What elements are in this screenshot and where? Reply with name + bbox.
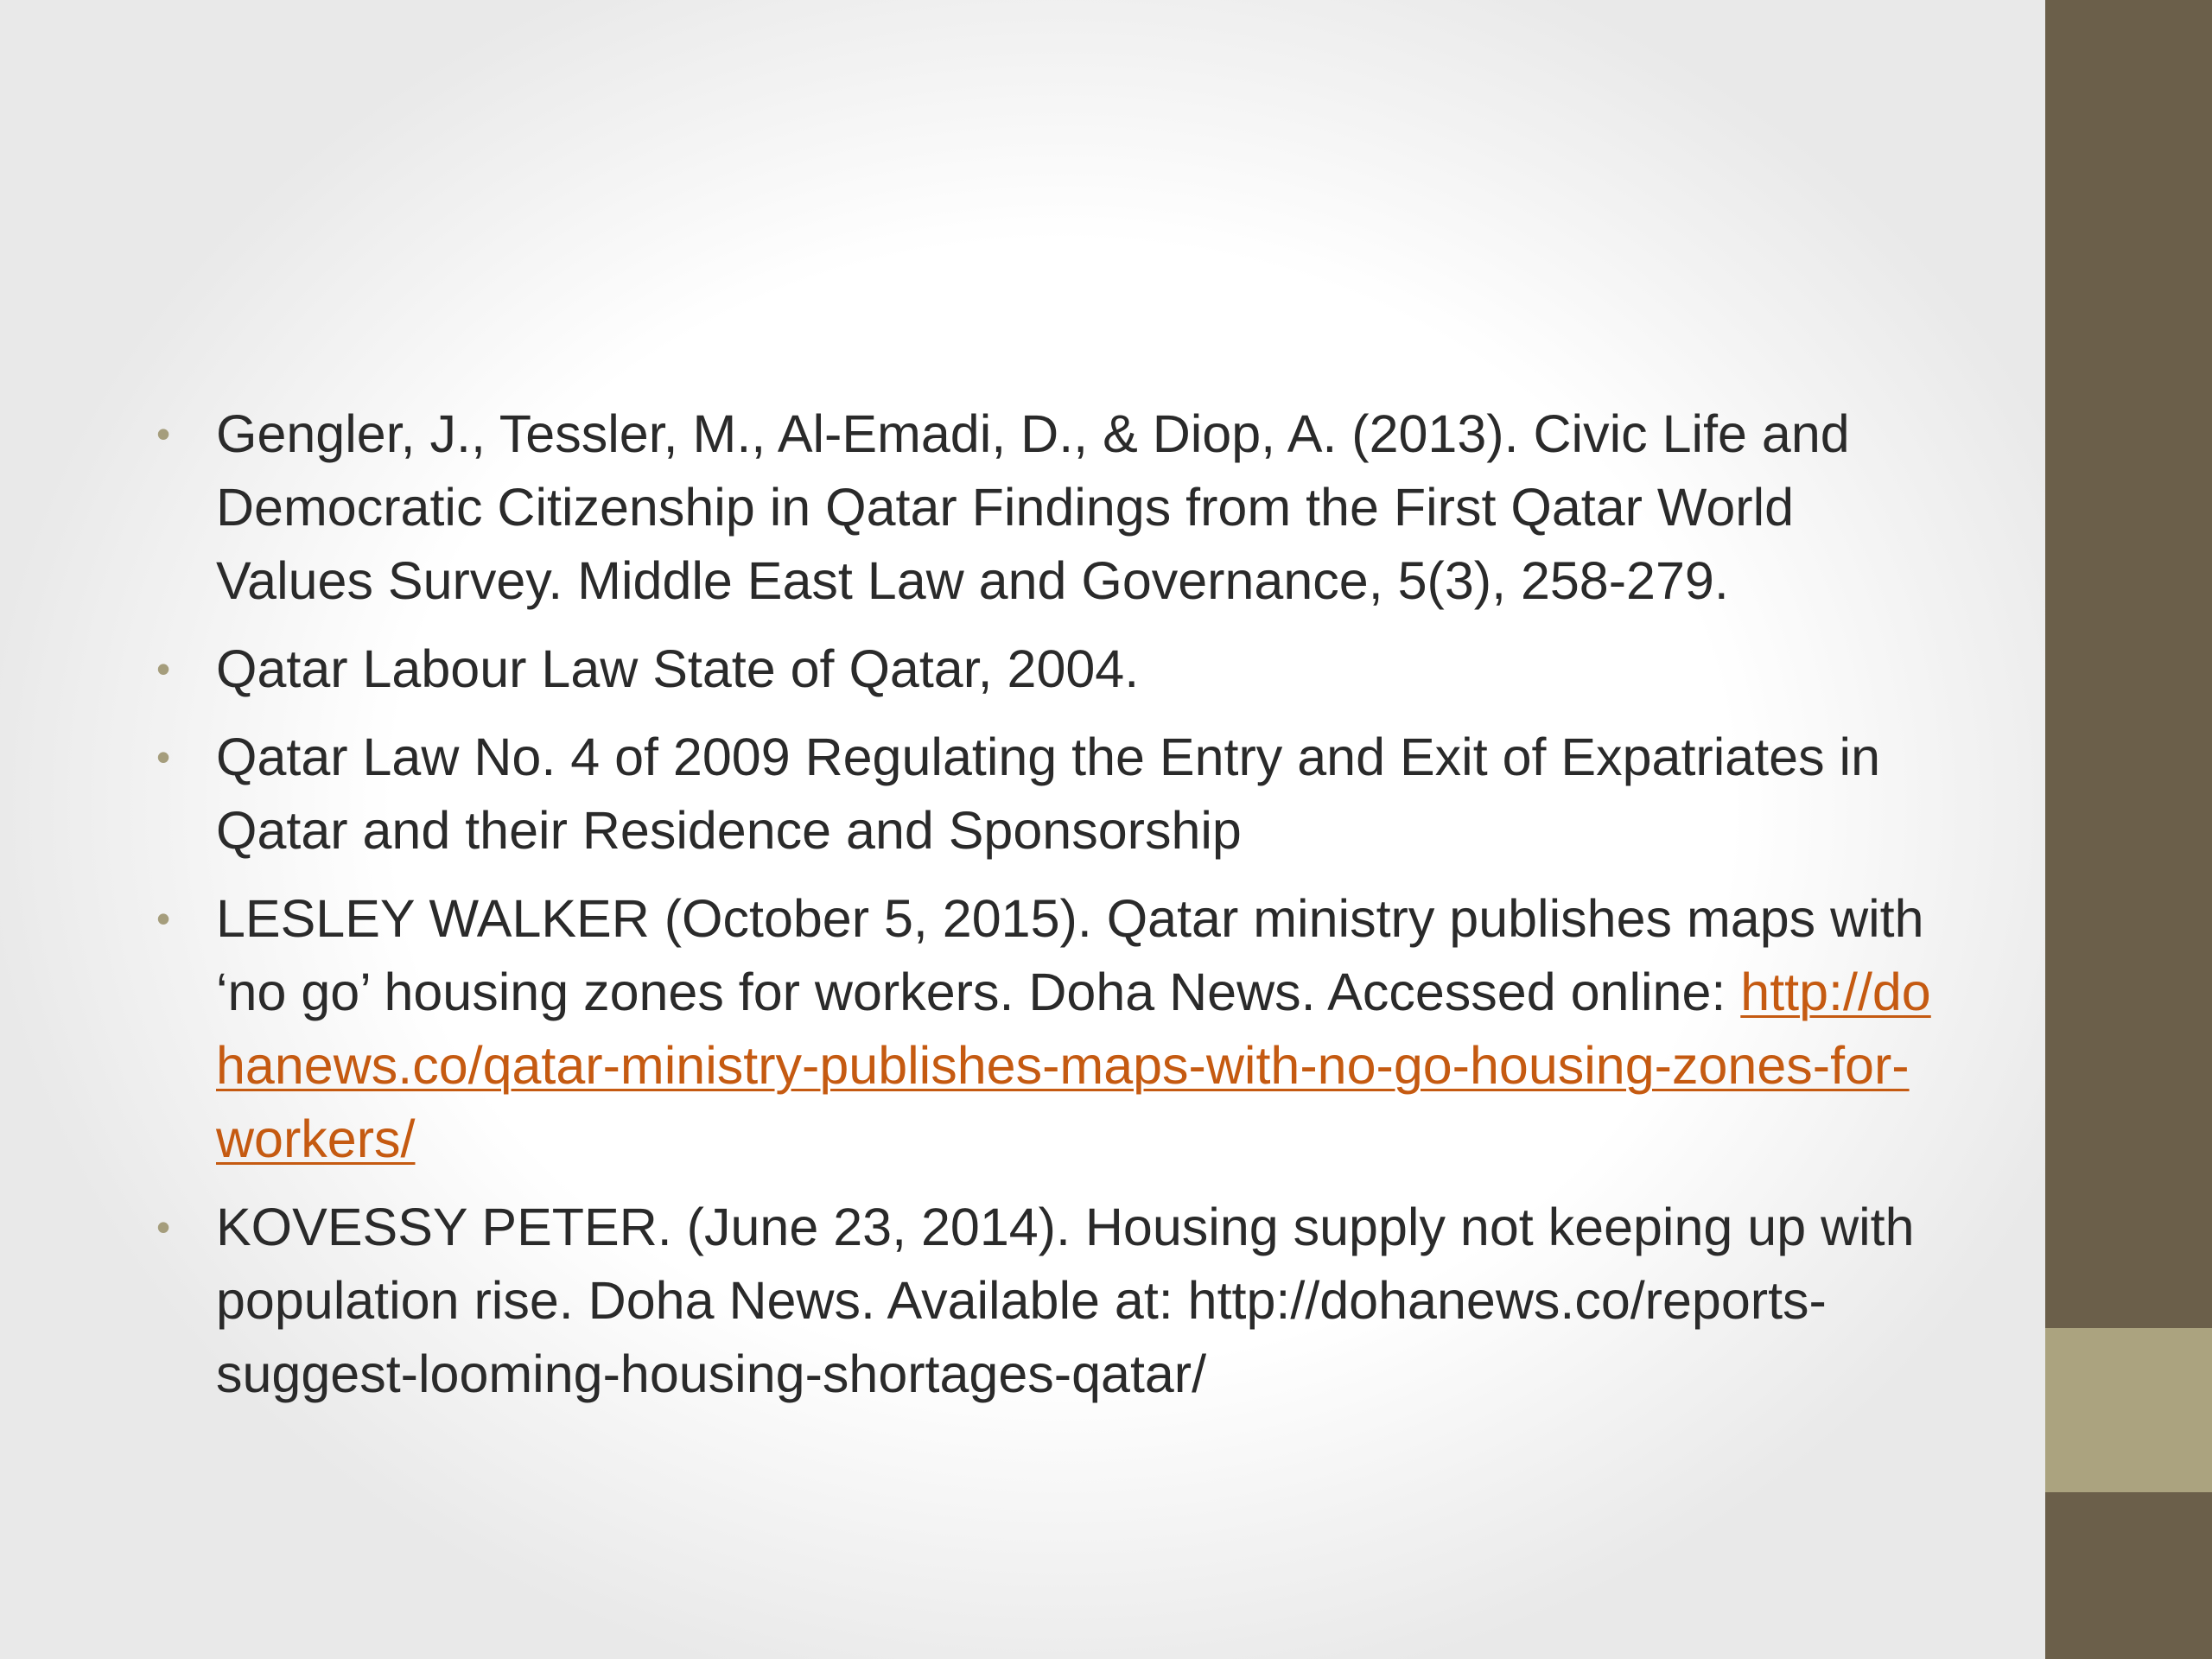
reference-item bbox=[0, 397, 2045, 618]
reference-text: LESLEY WALKER (October 5, 2015). Qatar ministry publishes maps with ‘no go’ housing zones for workers. Doha News. Accessed online: bbox=[216, 889, 1924, 1021]
reference-list bbox=[0, 397, 2045, 1426]
bullet-icon: • bbox=[156, 1205, 171, 1249]
reference-text: KOVESSY PETER. (June 23, 2014). Housing supply not keeping up with population rise. Doha News. Available at: bbox=[216, 1198, 1915, 1330]
reference-item bbox=[0, 721, 2045, 868]
bullet-icon: • bbox=[156, 734, 171, 779]
bullet-icon: • bbox=[156, 896, 171, 941]
sidebar-accent-block bbox=[2045, 1328, 2212, 1492]
reference-item bbox=[0, 632, 2045, 706]
reference-url-text: http://dohanews.co/reports-suggest-looming-housing-shortages-qatar/ bbox=[216, 1271, 1827, 1403]
reference-text: Qatar Law No. 4 of 2009 Regulating the Entry and Exit of Expatriates in Qatar and their Residence and Sponsorship bbox=[216, 728, 1880, 860]
bullet-icon: • bbox=[156, 646, 171, 691]
reference-text: Gengler, J., Tessler, M., Al-Emadi, D., & Diop, A. (2013). Civic Life and Democratic Citizenship in Qatar Findings from the First Qatar World Values Survey. Middle East Law and Governance, 5(3), 258-279. bbox=[216, 404, 1850, 610]
bullet-icon: • bbox=[156, 411, 171, 456]
reference-item bbox=[0, 882, 2045, 1176]
reference-link[interactable]: http://dohanews.co/qatar-ministry-publishes-maps-with-no-go-housing-zones-for-workers/ bbox=[216, 963, 1931, 1168]
reference-item bbox=[0, 1191, 2045, 1411]
reference-text: Qatar Labour Law State of Qatar, 2004. bbox=[216, 639, 1140, 698]
